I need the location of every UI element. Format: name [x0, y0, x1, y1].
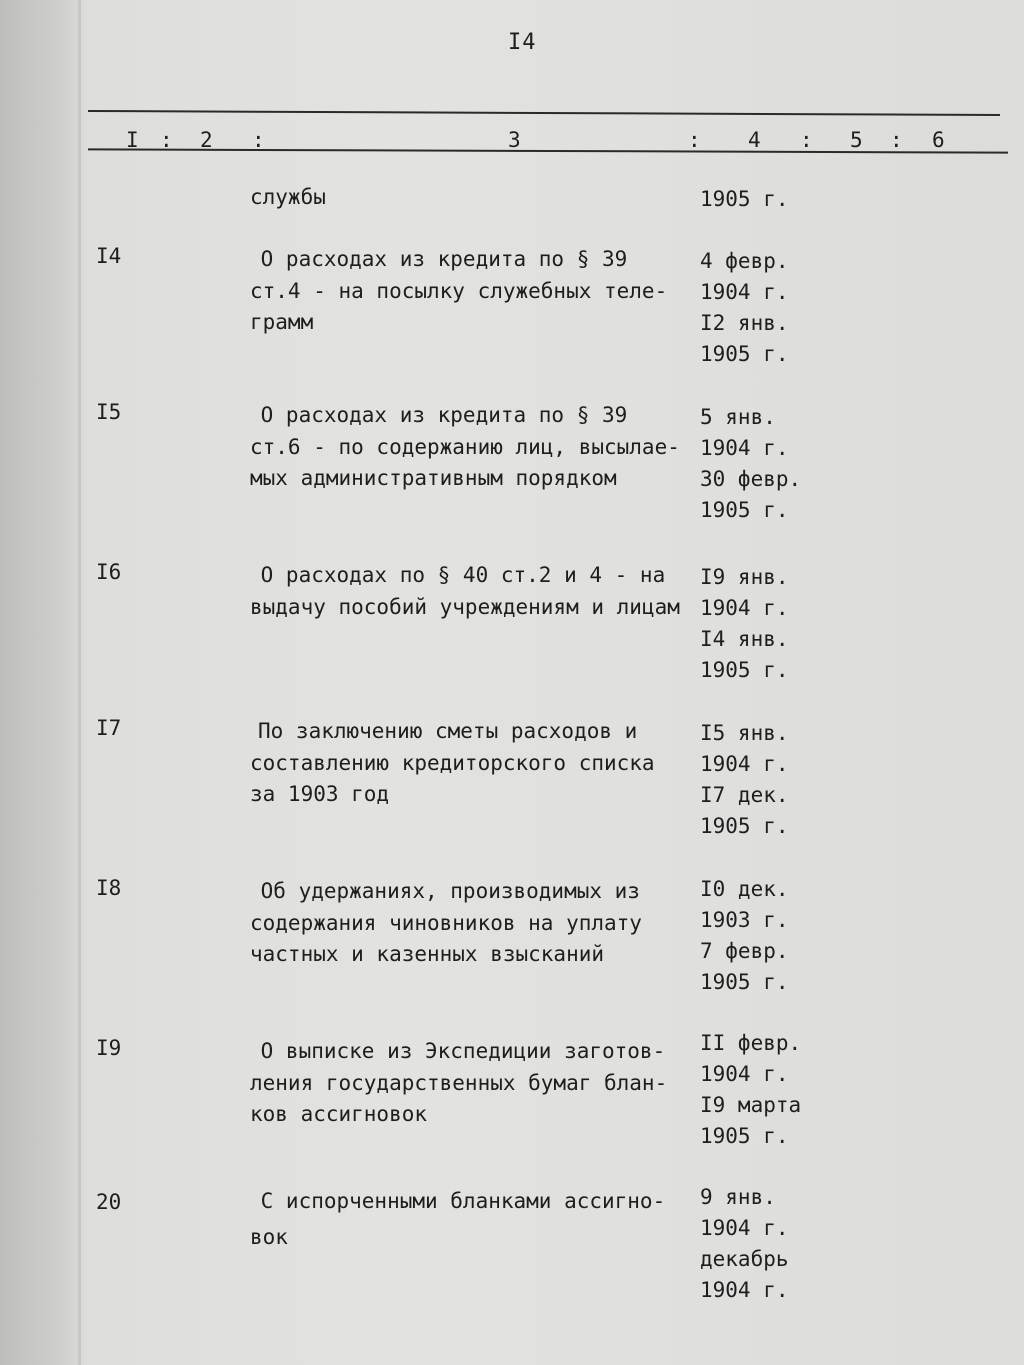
page-fold-shadow: [78, 0, 81, 1365]
row-date: 1904 г.: [700, 596, 789, 620]
header-sep: :: [160, 128, 173, 152]
row-title-line: По заключению сметы расходов и: [258, 719, 638, 743]
row-date: 1904 г.: [700, 1216, 789, 1240]
row-number: I8: [96, 876, 122, 900]
header-col-5: 5: [850, 128, 863, 152]
row-date: декабрь: [700, 1247, 789, 1271]
header-col-4: 4: [748, 128, 761, 152]
row-date: I2 янв.: [700, 311, 789, 335]
row-title-line: ст.4 - на посылку служебных теле-: [250, 279, 668, 303]
row-number: I9: [96, 1036, 122, 1060]
row-date: 1905 г.: [700, 658, 789, 682]
header-sep: :: [890, 128, 903, 152]
row-date: 1905 г.: [700, 342, 789, 366]
row-date: I9 янв.: [700, 565, 789, 589]
row-title-line: выдачу пособий учреждениям и лицам: [250, 595, 680, 619]
row-number: I7: [96, 716, 122, 740]
row-title-line: ст.6 - по содержанию лиц, высылае-: [250, 435, 680, 459]
row-date: 30 февр.: [700, 467, 802, 491]
row-date: 7 февр.: [700, 939, 789, 963]
row-title-line: ления государственных бумаг блан-: [250, 1071, 668, 1095]
row-date: 4 февр.: [700, 249, 789, 273]
row-title-line: частных и казенных взысканий: [250, 942, 605, 966]
row-title-line: ков ассигновок: [250, 1102, 428, 1126]
row-title-line: О расходах из кредита по § 39: [248, 247, 628, 271]
row-title-line: Об удержаниях, производимых из: [248, 879, 640, 903]
row-number: I6: [96, 560, 122, 584]
row-date: I0 дек.: [700, 877, 789, 901]
row-date: I9 марта: [700, 1093, 802, 1117]
row-title-line: за 1903 год: [250, 782, 390, 806]
row-number: I5: [96, 400, 122, 424]
row-date: 1905 г.: [700, 498, 789, 522]
row-title-line: составлению кредиторского списка: [250, 751, 655, 775]
header-col-1: I: [126, 128, 139, 152]
header-sep: :: [688, 128, 701, 152]
row-title-line: О выписке из Экспедиции заготов-: [248, 1039, 666, 1063]
row-date: 1903 г.: [700, 908, 789, 932]
row-date: 9 янв.: [700, 1185, 776, 1209]
row-date: 1905 г.: [700, 1124, 789, 1148]
row-date: 1905 г.: [700, 970, 789, 994]
row-date: 1904 г.: [700, 1062, 789, 1086]
row-title-line: О расходах из кредита по § 39: [248, 403, 628, 427]
row-date: 1904 г.: [700, 280, 789, 304]
row-title-line: службы: [250, 185, 326, 209]
header-sep: :: [252, 128, 265, 152]
row-date: I7 дек.: [700, 783, 789, 807]
row-title-line: вок: [250, 1225, 288, 1249]
header-sep: :: [800, 128, 813, 152]
header-col-3: 3: [508, 128, 521, 152]
row-number: 20: [96, 1190, 122, 1214]
row-title-line: О расходах по § 40 ст.2 и 4 - на: [248, 563, 666, 587]
header-col-6: 6: [932, 128, 945, 152]
row-number: I4: [96, 244, 122, 268]
row-title-line: мых административным порядком: [250, 466, 617, 490]
row-title-line: С испорченными бланками ассигно-: [248, 1189, 666, 1213]
header-bottom-rule: [88, 148, 1008, 153]
row-date: 1904 г.: [700, 1278, 789, 1302]
row-date: I5 янв.: [700, 721, 789, 745]
row-date: I4 янв.: [700, 627, 789, 651]
header-top-rule: [88, 110, 1000, 116]
row-date: 1905 г.: [700, 187, 789, 211]
row-date: II февр.: [700, 1031, 802, 1055]
row-title-line: грамм: [250, 310, 314, 334]
row-date: 1904 г.: [700, 436, 789, 460]
row-date: 1905 г.: [700, 814, 789, 838]
row-title-line: содержания чиновников на уплату: [250, 911, 642, 935]
row-date: 1904 г.: [700, 752, 789, 776]
row-date: 5 янв.: [700, 405, 776, 429]
header-col-2: 2: [200, 128, 213, 152]
page-number: I4: [508, 30, 537, 55]
